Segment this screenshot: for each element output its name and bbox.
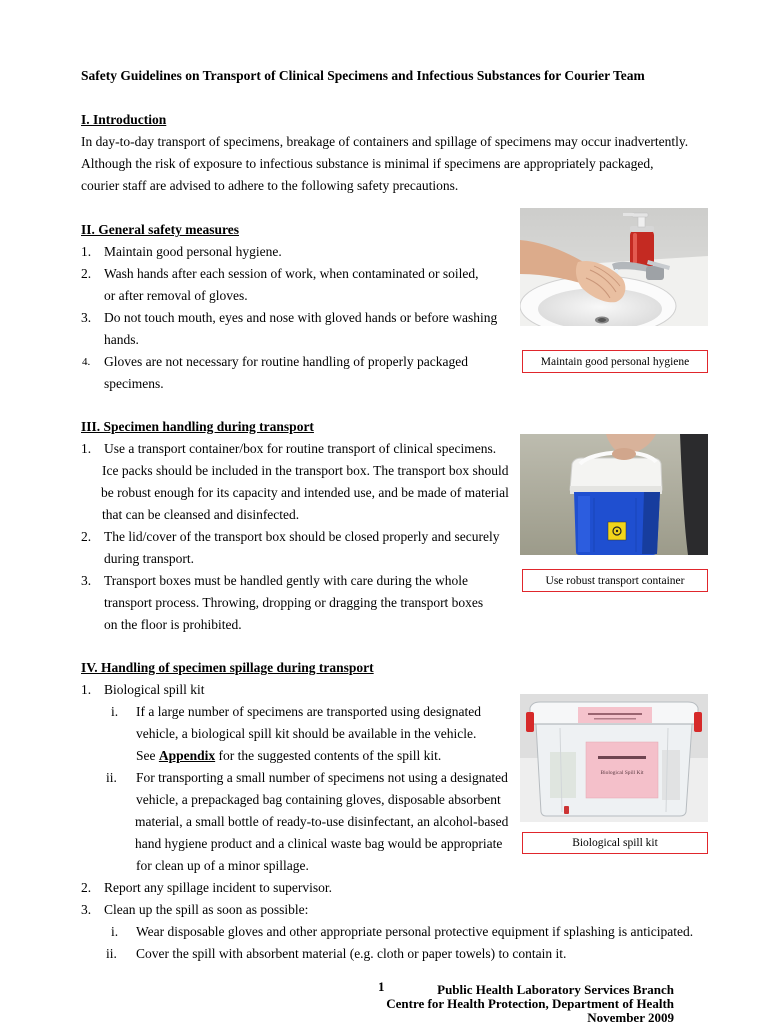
sub-item-text: For transporting a small number of specimens not using a designated (136, 770, 508, 785)
list-item-text: Maintain good personal hygiene. (104, 244, 282, 259)
list-item-text: Do not touch mouth, eyes and nose with gloved hands or before washing (104, 310, 498, 325)
section-heading: I. Introduction (81, 112, 167, 127)
paragraph-line: In day-to-day transport of specimens, breakage of containers and spillage of specimens may occur inadvertently. (81, 134, 689, 149)
footer-branch: Public Health Laboratory Services Branch (437, 982, 674, 997)
appendix-line-suffix: for the suggested contents of the spill kit. (215, 748, 442, 763)
list-item-number: 1. (81, 244, 92, 259)
sub-item-number: ii. (106, 946, 117, 961)
list-item-number: 2. (81, 880, 92, 895)
hand-washing-photo (520, 208, 708, 326)
hand-washing-illustration (520, 208, 708, 326)
paragraph-line: courier staff are advised to adhere to the following safety precautions. (81, 178, 459, 193)
sub-item-text: Cover the spill with absorbent material (e.g. cloth or paper towels) to contain it. (136, 946, 567, 961)
cooler-box-illustration (520, 434, 708, 555)
list-item-number: 3. (81, 310, 92, 325)
sub-item-text: Wear disposable gloves and other appropriate personal protective equipment if splashing is anticipated. (136, 924, 694, 939)
sub-item-number: ii. (106, 770, 117, 785)
sub-item-text: If a large number of specimens are transported using designated (136, 704, 482, 719)
sub-item-text: hand hygiene product and a clinical waste bag would be appropriate (135, 836, 503, 851)
biological-spill-kit-photo (520, 694, 708, 822)
list-item-text: Wash hands after each session of work, when contaminated or soiled, (104, 266, 479, 281)
section-heading: III. Specimen handling during transport (81, 419, 314, 434)
page-number: 1 (378, 979, 385, 994)
footer-date: November 2009 (587, 1010, 674, 1025)
sub-item-number: i. (111, 704, 119, 719)
figure-caption: Biological spill kit (522, 832, 708, 854)
figure-caption: Use robust transport container (522, 569, 708, 592)
list-item-text: specimens. (104, 376, 164, 391)
list-item-number: 4. (82, 356, 91, 368)
list-item-text: Ice packs should be included in the transport box. The transport box should (102, 463, 509, 478)
appendix-line-prefix: See (136, 748, 159, 763)
document-title: Safety Guidelines on Transport of Clinical Specimens and Infectious Substances for Courier Team (81, 68, 645, 83)
list-item-text: Transport boxes must be handled gently with care during the whole (104, 573, 468, 588)
list-item-number: 1. (81, 682, 92, 697)
sub-item-text: vehicle, a prepackaged bag containing gloves, disposable absorbent (136, 792, 501, 807)
list-item-text: during transport. (104, 551, 194, 566)
spill-kit-box-illustration (520, 694, 708, 822)
list-item-text: on the floor is prohibited. (104, 617, 242, 632)
appendix-reference-line (136, 748, 441, 764)
list-item-number: 1. (81, 441, 92, 456)
appendix-link[interactable]: Appendix (158, 748, 216, 763)
sub-item-number: i. (111, 924, 119, 939)
footer-department: Centre for Health Protection, Department of Health (386, 996, 674, 1011)
list-item-text: that can be cleansed and disinfected. (102, 507, 300, 522)
transport-cooler-box-photo (520, 434, 708, 555)
list-item-text: Gloves are not necessary for routine handling of properly packaged (104, 354, 468, 369)
list-item-text: Use a transport container/box for routine transport of clinical specimens. (104, 441, 497, 456)
spill-kit-label-text: Biological Spill Kit (600, 770, 644, 776)
sub-item-text: material, a small bottle of ready-to-use disinfectant, an alcohol-based (135, 814, 509, 829)
list-item-text: Clean up the spill as soon as possible: (104, 902, 309, 917)
sub-item-text: for clean up of a minor spillage. (136, 858, 309, 873)
list-item-number: 3. (81, 573, 92, 588)
list-item-number: 3. (81, 902, 92, 917)
figure-caption: Maintain good personal hygiene (522, 350, 708, 373)
paragraph-line: Although the risk of exposure to infectious substance is minimal if specimens are appropriately packaged, (81, 156, 654, 171)
list-item-text: Report any spillage incident to supervisor. (104, 880, 332, 895)
section-heading: II. General safety measures (81, 222, 239, 237)
list-item-text: hands. (104, 332, 139, 347)
list-item-text: or after removal of gloves. (104, 288, 248, 303)
list-item-text: Biological spill kit (104, 682, 205, 697)
list-item-text: transport process. Throwing, dropping or dragging the transport boxes (104, 595, 484, 610)
list-item-number: 2. (81, 529, 92, 544)
list-item-text: be robust enough for its capacity and intended use, and be made of material (101, 485, 509, 500)
section-heading: IV. Handling of specimen spillage during transport (81, 660, 374, 675)
list-item-text: The lid/cover of the transport box should be closed properly and securely (104, 529, 500, 544)
list-item-number: 2. (81, 266, 92, 281)
sub-item-text: vehicle, a biological spill kit should be available in the vehicle. (136, 726, 477, 741)
